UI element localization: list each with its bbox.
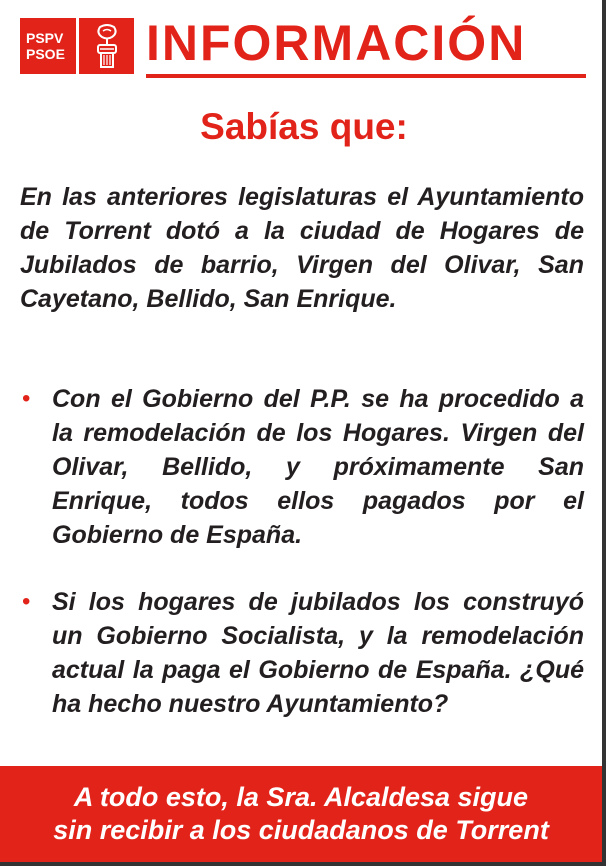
logo-text-block	[20, 18, 76, 74]
page-title: INFORMACIÓN	[146, 14, 586, 78]
logo-line-pspv: PSPV	[26, 30, 64, 46]
party-logo	[20, 18, 134, 74]
footer-line: sin recibir a los ciudadanos de Torrent	[53, 815, 549, 845]
subtitle: Sabías que:	[200, 106, 408, 147]
bullet-item	[20, 585, 584, 721]
bullet-text: Si los hogares de jubilados los construyó un Gobierno Socialista, y la remodelación actual la paga el Gobierno de España. ¿Qué ha hecho nuestro Ayuntamiento?	[52, 588, 584, 718]
logo-line-psoe: PSOE	[26, 46, 65, 62]
bullet-item	[20, 382, 584, 552]
bullet-marker: •	[22, 385, 31, 412]
intro-paragraph: En las anteriores legislaturas el Ayuntamiento de Torrent dotó a la ciudad de Hogares de Jubilados de barrio, Virgen del Olivar, San Cayetano, Bellido, San Enrique.	[20, 183, 584, 313]
bullet-text: Con el Gobierno del P.P. se ha procedido a la remodelación de los Hogares. Virgen del Olivar, Bellido, y próximamente San Enrique, todos ellos pagados por el Gobierno de España.	[52, 385, 584, 549]
footer-line: A todo esto, la Sra. Alcaldesa sigue	[73, 782, 529, 812]
footer-banner	[0, 766, 602, 862]
rose-fist-icon	[79, 18, 134, 74]
bullet-marker: •	[22, 588, 31, 615]
